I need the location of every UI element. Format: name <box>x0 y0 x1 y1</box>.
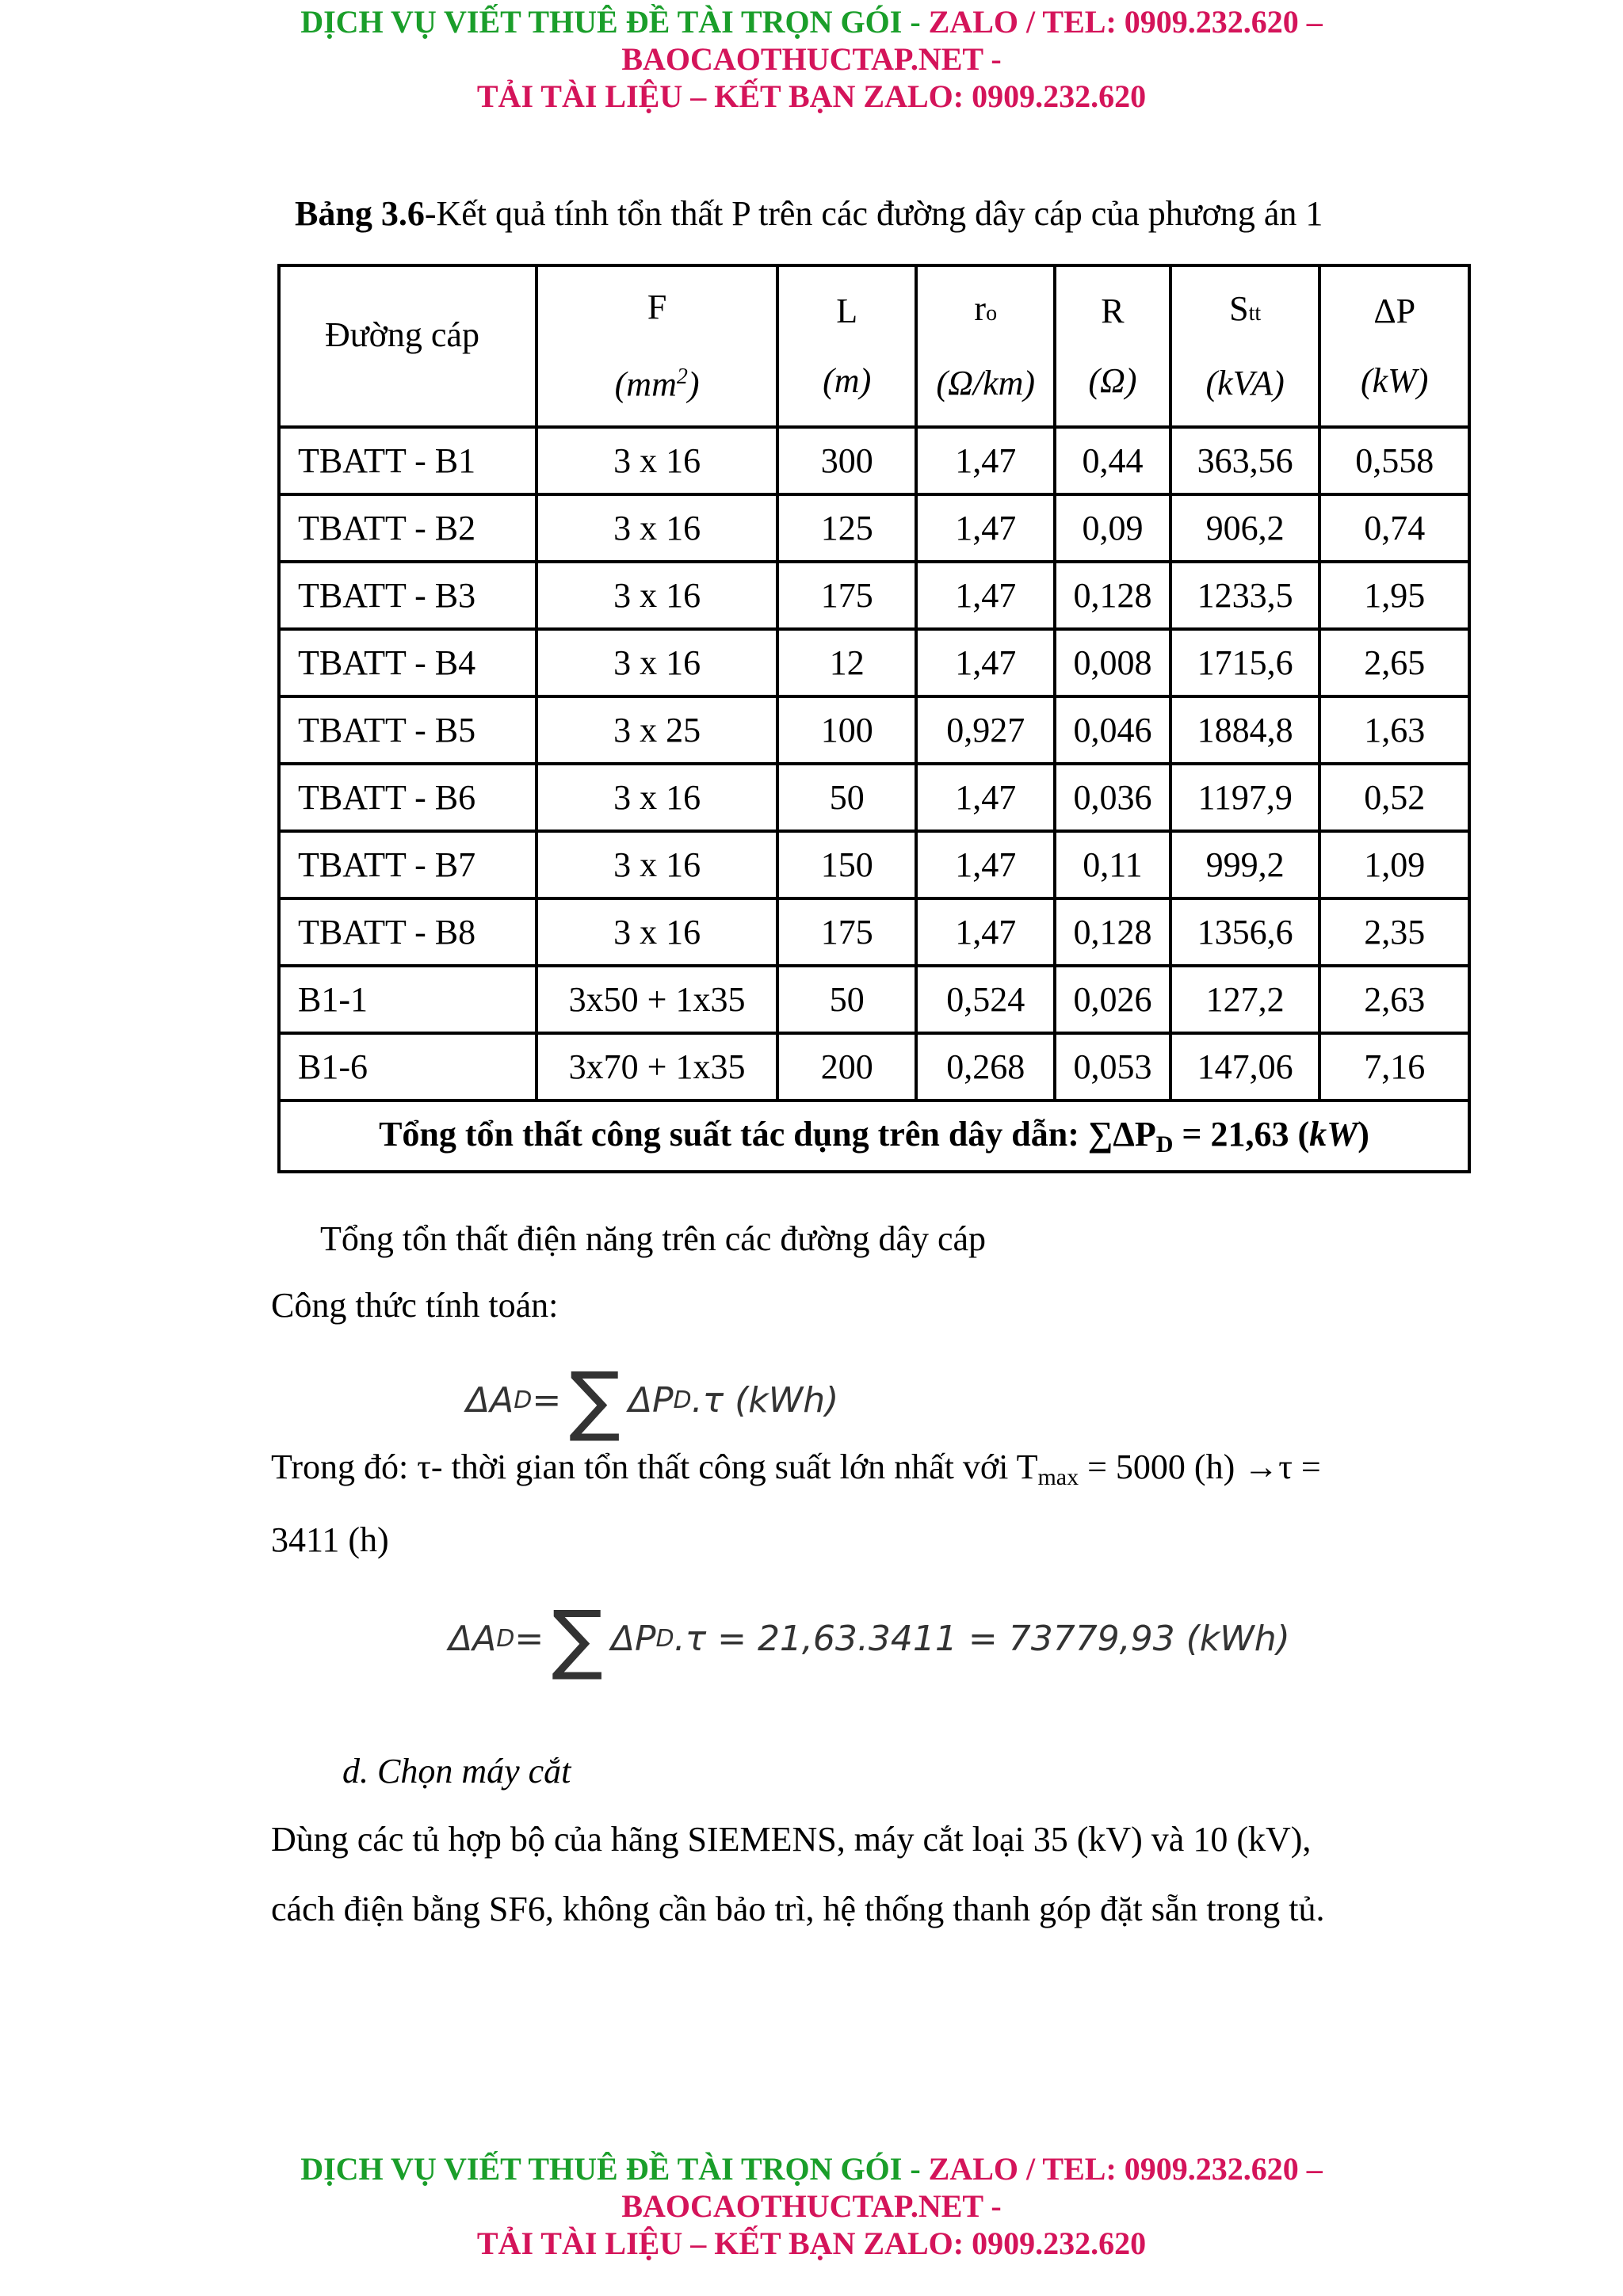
cell-r: 0,008 <box>1055 629 1170 696</box>
cell-f: 3 x 16 <box>537 764 777 831</box>
table-row <box>279 696 1469 764</box>
cell-r: 0,053 <box>1055 1033 1170 1100</box>
cell-dp: 1,95 <box>1319 562 1469 629</box>
cell-f: 3x70 + 1x35 <box>537 1033 777 1100</box>
cell-stt: 1233,5 <box>1170 562 1320 629</box>
table-row <box>279 494 1469 562</box>
cell-dp: 1,63 <box>1319 696 1469 764</box>
sigma-symbol: ∑ <box>569 1356 621 1444</box>
cell-dp: 0,558 <box>1319 427 1469 494</box>
cell-l: 150 <box>777 831 916 898</box>
cell-r: 0,036 <box>1055 764 1170 831</box>
cell-r: 0,44 <box>1055 427 1170 494</box>
cell-name: B1-6 <box>279 1033 537 1100</box>
table-caption <box>295 193 1323 234</box>
table-row <box>279 898 1469 966</box>
footer-contact-text: ZALO / TEL: 0909.232.620 – <box>928 2151 1323 2187</box>
cell-r0: 0,524 <box>916 966 1055 1033</box>
header-r0: ro (Ω/km) <box>916 265 1055 427</box>
cell-l: 12 <box>777 629 916 696</box>
cell-stt: 127,2 <box>1170 966 1320 1033</box>
header-dp: ΔP (kW) <box>1319 265 1469 427</box>
cell-r0: 1,47 <box>916 427 1055 494</box>
cell-r0: 1,47 <box>916 831 1055 898</box>
cell-f: 3x50 + 1x35 <box>537 966 777 1033</box>
cell-l: 175 <box>777 898 916 966</box>
table-row <box>279 831 1469 898</box>
table-row <box>279 1033 1469 1100</box>
cell-r0: 1,47 <box>916 764 1055 831</box>
table-row <box>279 966 1469 1033</box>
cell-r0: 1,47 <box>916 494 1055 562</box>
cell-f: 3 x 16 <box>537 562 777 629</box>
header-service-text: DỊCH VỤ VIẾT THUÊ ĐỀ TÀI TRỌN GÓI - <box>300 4 921 40</box>
cell-name: TBATT - B3 <box>279 562 537 629</box>
cell-name: TBATT - B6 <box>279 764 537 831</box>
table-header-row <box>279 265 1469 427</box>
header-l: L (m) <box>777 265 916 427</box>
cell-f: 3 x 16 <box>537 427 777 494</box>
footer-line-1 <box>0 2150 1623 2187</box>
cell-l: 200 <box>777 1033 916 1100</box>
cell-stt: 1884,8 <box>1170 696 1320 764</box>
energy-loss-heading: Tổng tổn thất điện năng trên các đường dây cáp <box>320 1219 987 1258</box>
header-download: TẢI TÀI LIỆU – KẾT BẠN ZALO: 0909.232.620 <box>476 78 1147 114</box>
footer-website: BAOCAOTHUCTAP.NET - <box>621 2188 1002 2224</box>
header-banner <box>0 3 1623 115</box>
cell-f: 3 x 16 <box>537 898 777 966</box>
cell-r: 0,046 <box>1055 696 1170 764</box>
header-r: R (Ω) <box>1055 265 1170 427</box>
cell-name: TBATT - B2 <box>279 494 537 562</box>
cable-loss-table <box>277 264 1471 1173</box>
caption-text: -Kết quả tính tổn thất P trên các đường dây cáp của phương án 1 <box>424 194 1323 233</box>
cell-r: 0,09 <box>1055 494 1170 562</box>
cell-r0: 0,268 <box>916 1033 1055 1100</box>
tau-definition: Trong đó: τ- thời gian tổn thất công suất lớn nhất với $T_{max} = 5000$ (h) →τ = <box>271 1447 1321 1490</box>
cell-f: 3 x 25 <box>537 696 777 764</box>
cell-stt: 363,56 <box>1170 427 1320 494</box>
formula-label: Công thức tính toán: <box>271 1286 559 1325</box>
tau-value: 3411 (h) <box>271 1520 389 1559</box>
cell-name: TBATT - B4 <box>279 629 537 696</box>
table-row <box>279 629 1469 696</box>
footer-download: TẢI TÀI LIỆU – KẾT BẠN ZALO: 0909.232.620 <box>476 2225 1147 2261</box>
cell-r0: 0,927 <box>916 696 1055 764</box>
cell-l: 300 <box>777 427 916 494</box>
header-contact-text: ZALO / TEL: 0909.232.620 – <box>928 4 1323 40</box>
cell-r0: 1,47 <box>916 562 1055 629</box>
cell-l: 175 <box>777 562 916 629</box>
table-total-row <box>279 1100 1469 1172</box>
cell-stt: 906,2 <box>1170 494 1320 562</box>
cell-stt: 147,06 <box>1170 1033 1320 1100</box>
header-cable: Đường cáp <box>279 265 537 427</box>
cell-name: TBATT - B7 <box>279 831 537 898</box>
footer-banner <box>0 2150 1623 2262</box>
breaker-paragraph-line-1: Dùng các tủ hợp bộ của hãng SIEMENS, máy cắt loại 35 (kV) và 10 (kV), <box>271 1820 1312 1859</box>
cell-r: 0,128 <box>1055 562 1170 629</box>
header-stt: Stt (kVA) <box>1170 265 1320 427</box>
cell-r: 0,026 <box>1055 966 1170 1033</box>
cell-stt: 1197,9 <box>1170 764 1320 831</box>
cell-dp: 2,65 <box>1319 629 1469 696</box>
cell-l: 50 <box>777 966 916 1033</box>
cell-name: TBATT - B8 <box>279 898 537 966</box>
table-row <box>279 562 1469 629</box>
cell-dp: 7,16 <box>1319 1033 1469 1100</box>
table-row <box>279 427 1469 494</box>
table-row <box>279 764 1469 831</box>
cell-dp: 0,74 <box>1319 494 1469 562</box>
cell-dp: 0,52 <box>1319 764 1469 831</box>
cell-name: B1-1 <box>279 966 537 1033</box>
cell-l: 50 <box>777 764 916 831</box>
cell-r0: 1,47 <box>916 629 1055 696</box>
cell-stt: 999,2 <box>1170 831 1320 898</box>
header-website: BAOCAOTHUCTAP.NET - <box>621 41 1002 77</box>
cell-dp: 2,63 <box>1319 966 1469 1033</box>
total-loss-cell: Tổng tổn thất công suất tác dụng trên dây dẫn: $\sum\Delta P_D = 21,63$ (kW) <box>279 1100 1469 1172</box>
cell-r: 0,128 <box>1055 898 1170 966</box>
cell-stt: 1356,6 <box>1170 898 1320 966</box>
caption-label: Bảng 3.6 <box>295 194 425 233</box>
breaker-paragraph-line-2: cách điện bằng SF6, không cần bảo trì, hệ thống thanh góp đặt sẵn trong tủ. <box>271 1890 1325 1928</box>
header-line-1 <box>0 3 1623 40</box>
cell-l: 125 <box>777 494 916 562</box>
cell-name: TBATT - B1 <box>279 427 537 494</box>
cell-f: 3 x 16 <box>537 831 777 898</box>
sigma-symbol: ∑ <box>552 1594 603 1683</box>
header-f: F $(mm^2)$ <box>537 265 777 427</box>
section-heading-breaker: d. Chọn máy cắt <box>342 1752 571 1791</box>
cell-r0: 1,47 <box>916 898 1055 966</box>
cell-f: 3 x 16 <box>537 629 777 696</box>
cell-name: TBATT - B5 <box>279 696 537 764</box>
energy-loss-formula: ΔA D = ∑ ΔP D .τ (kWh) <box>466 1356 839 1444</box>
cell-f: 3 x 16 <box>537 494 777 562</box>
cell-dp: 2,35 <box>1319 898 1469 966</box>
cell-dp: 1,09 <box>1319 831 1469 898</box>
energy-loss-result-formula: ΔA D = ∑ ΔP D .τ = 21,63.3411 = 73779,93 (kWh) <box>449 1594 1290 1683</box>
footer-service-text: DỊCH VỤ VIẾT THUÊ ĐỀ TÀI TRỌN GÓI - <box>300 2151 921 2187</box>
cell-stt: 1715,6 <box>1170 629 1320 696</box>
cell-l: 100 <box>777 696 916 764</box>
cell-r: 0,11 <box>1055 831 1170 898</box>
